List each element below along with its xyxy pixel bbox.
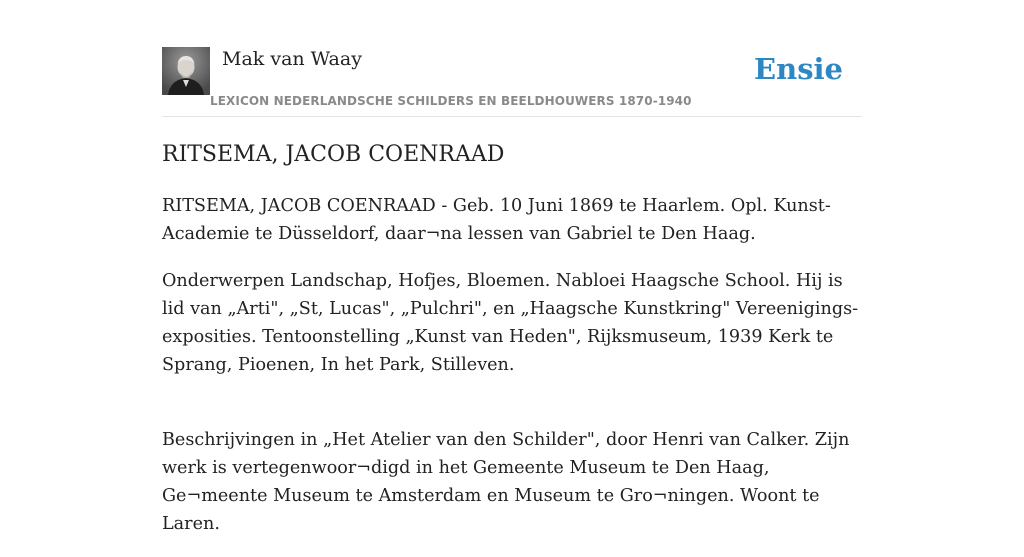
paragraph-break xyxy=(162,398,862,426)
paragraph-3: Beschrijvingen in „Het Atelier van den Schilder", door Henri van Calker. Zijn werk is vertegenwoor¬digd in het Gemeente Museum te Den Haag, Ge¬meente Museum te Amsterdam en Museum te Gro¬ningen. Woont te Laren. xyxy=(162,430,850,534)
author-avatar[interactable] xyxy=(162,47,210,95)
paragraph-1: RITSEMA, JACOB COENRAAD - Geb. 10 Juni 1869 te Haarlem. Opl. Kunst-Academie te Düsseldorf, daar¬na lessen van Gabriel te Den Haag. xyxy=(162,196,831,244)
page-title: RITSEMA, JACOB COENRAAD xyxy=(162,142,505,167)
author-name[interactable]: Mak van Waay xyxy=(222,48,362,70)
source-title[interactable]: LEXICON NEDERLANDSCHE SCHILDERS EN BEELDHOUWERS 1870-1940 xyxy=(210,94,692,108)
article-header xyxy=(162,47,862,117)
paragraph-2: Onderwerpen Landschap, Hofjes, Bloemen. Nabloei Haagsche School. Hij is lid van „Arti", „St, Lucas", „Pulchri", en „Haagsche Kunstkring" Vereenigings-exposities. Tentoonstelling „Kunst van Heden", Rijksmuseum, 1939 Kerk te Sprang, Pioenen, In het Park, Stilleven. xyxy=(162,271,859,375)
article-body xyxy=(162,192,862,557)
ensie-logo[interactable]: Ensie xyxy=(754,52,843,86)
portrait-icon xyxy=(162,47,210,95)
